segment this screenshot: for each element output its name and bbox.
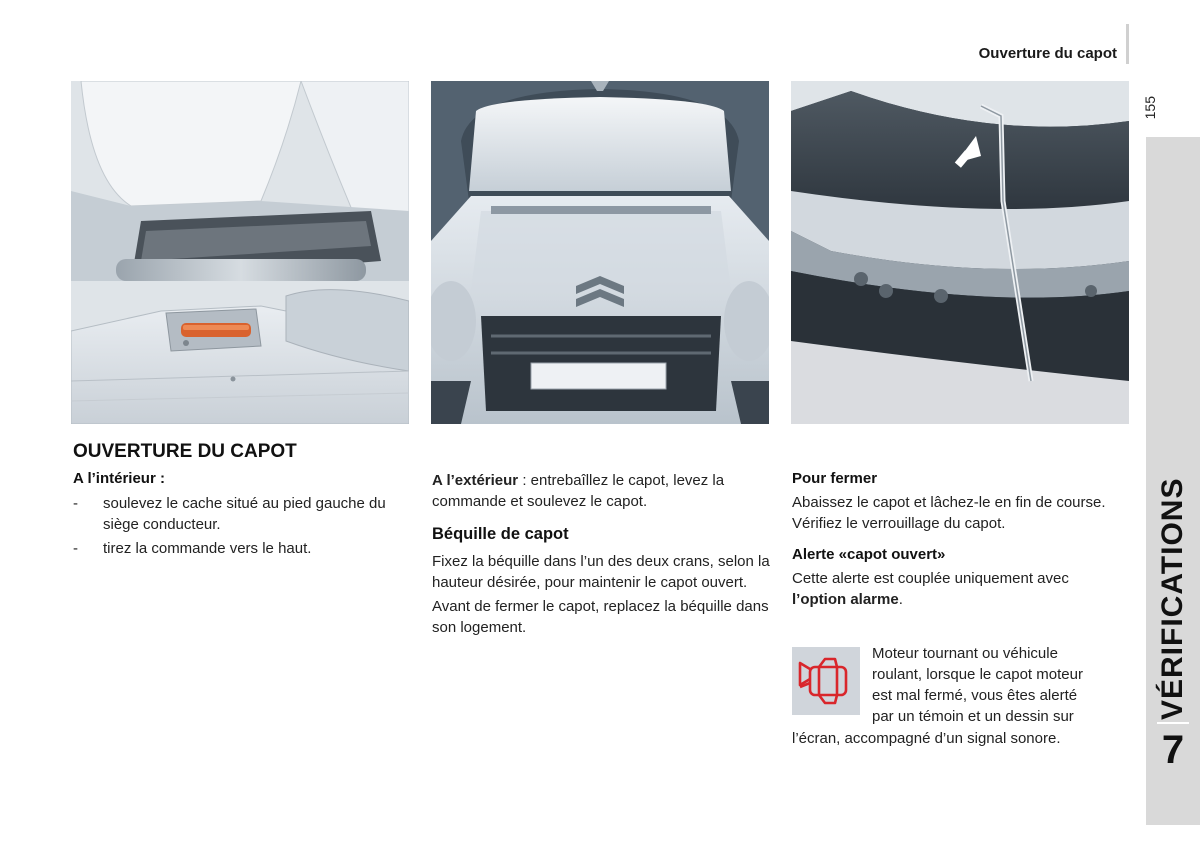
list-item-text: tirez la commande vers le haut. bbox=[103, 540, 312, 557]
warning-line: est mal fermé, vous êtes alerté bbox=[872, 687, 1078, 704]
interior-heading: A l’intérieur : bbox=[73, 470, 165, 487]
vehicle-front-photo bbox=[431, 81, 769, 424]
exterior-text: : entrebaîllez le capot, levez la commande et soulevez le capot. bbox=[432, 472, 725, 510]
close-text: Abaissez le capot et lâchez-le en fin de course. Vérifiez le verrouillage du capot. bbox=[792, 494, 1106, 532]
alert-title: Alerte «capot ouvert» bbox=[792, 546, 946, 563]
interior-release-photo bbox=[71, 81, 409, 424]
column-closing bbox=[792, 470, 1122, 610]
hood-open-warning-box bbox=[792, 647, 860, 715]
column-interior bbox=[73, 470, 408, 559]
alert-text-start: Cette alerte est couplée uniquement avec bbox=[792, 570, 1069, 587]
alert-text-end: . bbox=[898, 591, 903, 608]
exterior-label: A l’extérieur bbox=[432, 472, 519, 489]
hood-prop-rod-photo bbox=[791, 81, 1129, 424]
list-item-text: soulevez le cache situé au pied gauche du siège conducteur. bbox=[103, 495, 386, 533]
list-dash: - bbox=[73, 495, 78, 512]
chapter-number: 7 bbox=[1161, 728, 1185, 772]
close-title: Pour fermer bbox=[792, 470, 878, 487]
page-header-title: Ouverture du capot bbox=[978, 45, 1117, 62]
bequille-paragraph-1: Fixez la béquille dans l’un des deux crans, selon la hauteur désirée, pour maintenir le capot ouvert. bbox=[432, 553, 770, 591]
list-dash: - bbox=[73, 540, 78, 557]
list-item bbox=[73, 538, 408, 559]
bequille-title: Béquille de capot bbox=[432, 525, 569, 543]
chapter-separator bbox=[1157, 722, 1189, 724]
bequille-paragraph-2: Avant de fermer le capot, replacez la béquille dans son logement. bbox=[432, 598, 769, 636]
page-number: 155 bbox=[1142, 96, 1158, 120]
warning-line: roulant, lorsque le capot moteur bbox=[872, 666, 1083, 683]
alert-text-option: l’option alarme bbox=[792, 591, 899, 608]
chapter-label: VÉRIFICATIONS bbox=[1156, 477, 1189, 720]
column-exterior bbox=[432, 470, 770, 638]
hood-open-warning-icon bbox=[792, 647, 860, 715]
section-title: OUVERTURE DU CAPOT bbox=[73, 441, 297, 462]
warning-line: par un témoin et un dessin sur bbox=[872, 708, 1074, 725]
exterior-paragraph bbox=[432, 470, 770, 512]
warning-last-line: l’écran, accompagné d’un signal sonore. bbox=[792, 730, 1061, 747]
alert-text bbox=[792, 568, 1122, 610]
header-divider bbox=[1126, 24, 1129, 64]
warning-text-block bbox=[872, 643, 1122, 727]
warning-line: Moteur tournant ou véhicule bbox=[872, 645, 1058, 662]
list-item bbox=[73, 493, 408, 535]
